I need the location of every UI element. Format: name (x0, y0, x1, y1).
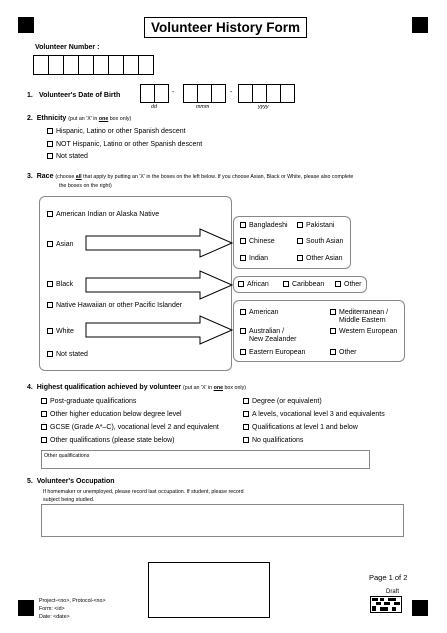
dob-label: Volunteer's Date of Birth (39, 92, 121, 99)
white-western-european[interactable]: Western European (330, 328, 397, 335)
checkbox[interactable] (47, 128, 53, 134)
dob-day-hint: dd (151, 104, 157, 110)
qual-degree[interactable]: Degree (or equivalent) (243, 398, 322, 405)
asian-pakistani[interactable]: Pakistani (297, 222, 334, 229)
race-black[interactable]: Black (47, 281, 73, 288)
dob-month-boxes[interactable] (183, 84, 226, 103)
occupation-note-line1: If homemaker or unemployed, please record last occupation. If student, please record (43, 489, 244, 495)
other-qualifications-field[interactable] (41, 450, 370, 469)
checkbox[interactable] (47, 351, 53, 357)
checkbox[interactable] (330, 328, 336, 334)
dob-month-hint: mmm (196, 104, 210, 110)
white-other[interactable]: Other (330, 349, 357, 356)
checkbox[interactable] (47, 211, 53, 217)
form-title: Volunteer History Form (144, 17, 307, 38)
dob-separator-2: - (230, 89, 233, 96)
white-mediterranean-line2: Middle Eastern (339, 317, 386, 324)
checkbox[interactable] (297, 238, 303, 244)
checkbox[interactable] (240, 328, 246, 334)
race-asian[interactable]: Asian (47, 241, 74, 248)
checkbox[interactable] (240, 238, 246, 244)
race-heading (27, 173, 353, 180)
qual-level-1[interactable]: Qualifications at level 1 and below (243, 424, 358, 431)
barcode-icon (370, 596, 402, 613)
checkbox[interactable] (243, 411, 249, 417)
occupation-field[interactable] (41, 504, 404, 537)
qual-other[interactable]: Other qualifications (please state below) (41, 437, 175, 444)
volunteer-number-boxes[interactable] (33, 55, 154, 75)
race-note: (choose all that apply by putting an 'X' in the boxes on the left below. If you choose Asian, Black or White, please also complete (55, 174, 354, 180)
checkbox[interactable] (297, 255, 303, 261)
ethnicity-option-not-hispanic[interactable]: NOT Hispanic, Latino or other Spanish descent (47, 141, 202, 148)
qualification-number: 4. (27, 384, 33, 391)
race-white[interactable]: White (47, 328, 74, 335)
occupation-label: Volunteer's Occupation (36, 478, 115, 485)
ethnicity-label: Ethnicity (36, 115, 67, 122)
checkbox[interactable] (238, 281, 244, 287)
checkbox[interactable] (47, 328, 53, 334)
checkbox[interactable] (47, 153, 53, 159)
arrow-right-icon (85, 315, 235, 345)
occupation-number: 5. (27, 478, 33, 485)
qualification-heading (27, 384, 246, 391)
checkbox[interactable] (240, 222, 246, 228)
arrow-right-icon (85, 270, 235, 300)
checkbox[interactable] (335, 281, 341, 287)
checkbox[interactable] (41, 424, 47, 430)
white-american[interactable]: American (240, 309, 279, 316)
checkbox[interactable] (41, 437, 47, 443)
registration-mark-bottom-right (412, 600, 428, 616)
occupation-note-line2: subject being studied. (43, 497, 95, 503)
registration-mark-top-left (18, 17, 34, 33)
qual-a-levels[interactable]: A levels, vocational level 3 and equivalents (243, 411, 385, 418)
qual-gcse[interactable]: GCSE (Grade A*–C), vocational level 2 and equivalent (41, 424, 219, 431)
asian-chinese[interactable]: Chinese (240, 238, 275, 245)
asian-indian[interactable]: Indian (240, 255, 268, 262)
ethnicity-option-hispanic[interactable]: Hispanic, Latino or other Spanish descent (47, 128, 186, 135)
black-caribbean[interactable]: Caribbean (283, 281, 324, 288)
qual-postgraduate[interactable]: Post-graduate qualifications (41, 398, 136, 405)
asian-other[interactable]: Other Asian (297, 255, 343, 262)
asian-bangladeshi[interactable]: Bangladeshi (240, 222, 288, 229)
white-australian-line2: New Zealander (249, 336, 297, 343)
footer-date: Date: <date> (39, 614, 70, 620)
race-number: 3. (27, 173, 33, 180)
white-australian[interactable]: Australian / (240, 328, 284, 335)
footer-form: Form: <id> (39, 606, 65, 612)
qualification-note: (put an 'X' in one box only) (183, 385, 246, 391)
page-number: Page 1 of 2 (369, 573, 408, 582)
signature-box[interactable] (148, 562, 270, 618)
checkbox[interactable] (47, 281, 53, 287)
registration-mark-top-right (412, 17, 428, 33)
checkbox[interactable] (243, 424, 249, 430)
checkbox[interactable] (41, 398, 47, 404)
checkbox[interactable] (47, 241, 53, 247)
race-label: Race (36, 173, 54, 180)
dob-year-hint: yyyy (258, 104, 269, 110)
checkbox[interactable] (243, 437, 249, 443)
dob-separator-1: - (172, 89, 175, 96)
dob-number: 1. (27, 92, 33, 99)
other-qualifications-label: Other qualifications (44, 453, 90, 459)
checkbox[interactable] (240, 309, 246, 315)
white-mediterranean[interactable]: Mediterranean / (330, 309, 388, 316)
checkbox[interactable] (47, 302, 53, 308)
registration-mark-bottom-left (18, 600, 34, 616)
dob-day-boxes[interactable] (140, 84, 169, 103)
qual-none[interactable]: No qualifications (243, 437, 303, 444)
asian-south-asian[interactable]: South Asian (297, 238, 343, 245)
ethnicity-option-not-stated[interactable]: Not stated (47, 153, 88, 160)
race-american-indian[interactable]: American Indian or Alaska Native (47, 211, 159, 218)
checkbox[interactable] (240, 349, 246, 355)
ethnicity-note: (put an 'X' in one box only) (68, 116, 132, 122)
ethnicity-heading (27, 115, 131, 122)
qual-higher-education[interactable]: Other higher education below degree level (41, 411, 182, 418)
ethnicity-number: 2. (27, 115, 33, 122)
checkbox[interactable] (240, 255, 246, 261)
race-not-stated[interactable]: Not stated (47, 351, 88, 358)
race-note-line2: the boxes on the right) (59, 183, 112, 189)
dob-year-boxes[interactable] (238, 84, 295, 103)
checkbox[interactable] (297, 222, 303, 228)
draft-label: Draft (386, 589, 400, 595)
qualification-label: Highest qualification achieved by volunteer (36, 384, 182, 391)
checkbox[interactable] (47, 141, 53, 147)
arrow-right-icon (85, 228, 235, 258)
checkbox[interactable] (41, 411, 47, 417)
occupation-heading (27, 478, 115, 485)
white-eastern-european[interactable]: Eastern European (240, 349, 305, 356)
checkbox[interactable] (283, 281, 289, 287)
race-native-hawaiian[interactable]: Native Hawaiian or other Pacific Islander (47, 302, 182, 309)
checkbox[interactable] (330, 309, 336, 315)
footer-project: Project-<no>, Protocol-<no> (39, 598, 106, 604)
volunteer-number-label: Volunteer Number : (35, 44, 100, 51)
checkbox[interactable] (243, 398, 249, 404)
black-other[interactable]: Other (335, 281, 362, 288)
black-african[interactable]: African (238, 281, 269, 288)
checkbox[interactable] (330, 349, 336, 355)
